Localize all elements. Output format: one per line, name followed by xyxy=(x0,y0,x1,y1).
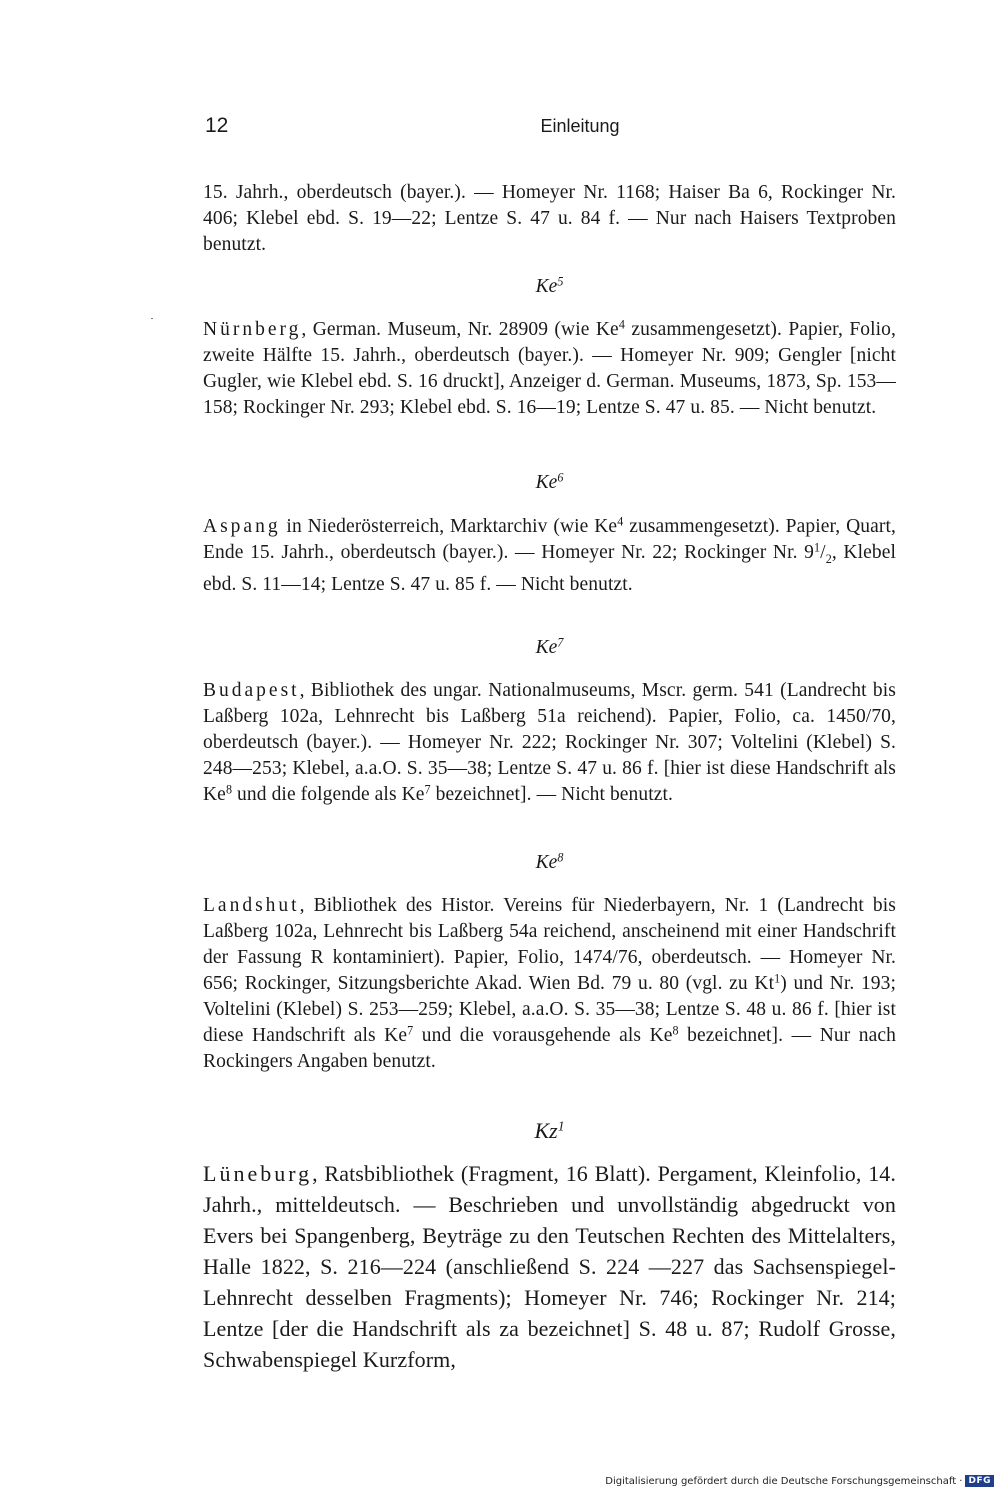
siglum-ke8: Ke$^8$ xyxy=(535,850,564,873)
entry-kz1-paragraph: Lüneburg, Ratsbibliothek (Fragment, 16 Blatt). Pergament, Kleinfolio, 14. Jahrh., mitteldeutsch. — Beschrieben und unvollständig abgedruckt von Evers bei Spangenberg, Beyträge zu den Teutschen Rechten des Mittelalters, Halle 1822, S. 216—224 (anschließend S. 224 —227 das Sachsenspiegel-Lehnrecht desselben Fragments); Homeyer Nr. 746; Rockinger Nr. 214; Lentze [der die Handschrift als za bezeichnet] S. 48 u. 87; Rudolf Grosse, Schwabenspiegel Kurzform, xyxy=(203,1161,896,1372)
entry-ke8-paragraph: Landshut, Bibliothek des Histor. Vereins für Niederbayern, Nr. 1 (Landrecht bis Laßberg 102a, Lehnrecht bis Laßberg 54a reichend, anscheinend mit einer Handschrift der Fassung R kontaminiert). Papier, Folio, 1474/76, oberdeutsch. — Homeyer Nr. 656; Rockinger, Sitzungsberichte Akad. Wien Bd. 79 u. 80 (vgl. zu Kt$^1$) und Nr. 193; Voltelini (Klebel) S. 253—259; Klebel, a.a.O. S. 35—38; Lentze S. 48 u. 86 f. [hier ist diese Handschrift als Ke$^7$ und die vorausgehende als Ke$^8$ bezeichnet]. — Nur nach Rockingers Angaben benutzt. xyxy=(203,895,897,1072)
siglum-ke6: Ke$^6$ xyxy=(535,470,564,493)
digitization-credit-text: Digitalisierung gefördert durch die Deutsche Forschungsgemeinschaft · xyxy=(605,1475,963,1487)
page-header xyxy=(205,114,895,144)
entry-ke7-paragraph: Budapest, Bibliothek des ungar. Nationalmuseums, Mscr. germ. 541 (Landrecht bis Laßberg 102a, Lehnrecht bis Laßberg 51a reichend). Papier, Folio, ca. 1450/70, oberdeutsch (bayer.). — Homeyer Nr. 222; Rockinger Nr. 307; Voltelini (Klebel) S. 248—253; Klebel, a.a.O. S. 35—38; Lentze S. 47 u. 86 f. [hier ist diese Handschrift als Ke$^8$ und die folgende als Ke$^7$ bezeichnet]. — Nicht benutzt. xyxy=(203,680,896,805)
siglum-ke7: Ke$^7$ xyxy=(535,635,564,658)
siglum-ke5: Ke$^5$ xyxy=(535,274,564,297)
digitization-credit xyxy=(605,1475,994,1487)
entry-continuation-paragraph: 15. Jahrh., oberdeutsch (bayer.). — Homeyer Nr. 1168; Haiser Ba 6, Rockinger Nr. 406; Klebel ebd. S. 19—22; Lentze S. 47 u. 84 f. — Nur nach Haisers Textproben benutzt. xyxy=(203,182,896,255)
page-number: 12 xyxy=(205,114,229,137)
entry-ke6-paragraph: Aspang in Niederösterreich, Marktarchiv (wie Ke$^4$ zusammengesetzt). Papier, Quart, Ende 15. Jahrh., oberdeutsch (bayer.). — Homeyer Nr. 22; Rockinger Nr. $9^1/_2$, Klebel ebd. S. 11—14; Lentze S. 47 u. 85 f. — Nicht benutzt. xyxy=(203,514,896,595)
entry-ke5-paragraph: Nürnberg, German. Museum, Nr. 28909 (wie Ke$^4$ zusammengesetzt). Papier, Folio, zweite Hälfte 15. Jahrh., oberdeutsch (bayer.). — Homeyer Nr. 909; Gengler [nicht Gugler, wie Klebel ebd. S. 16 druckt], Anzeiger d. German. Museums, 1873, Sp. 153—158; Rockinger Nr. 293; Klebel ebd. S. 16—19; Lentze S. 47 u. 85. — Nicht benutzt. xyxy=(203,317,896,418)
dfg-logo-icon: DFG xyxy=(965,1475,994,1487)
scan-speck xyxy=(151,318,153,319)
running-title: Einleitung xyxy=(540,116,620,136)
siglum-kz1: Kz$^1$ xyxy=(534,1118,565,1143)
